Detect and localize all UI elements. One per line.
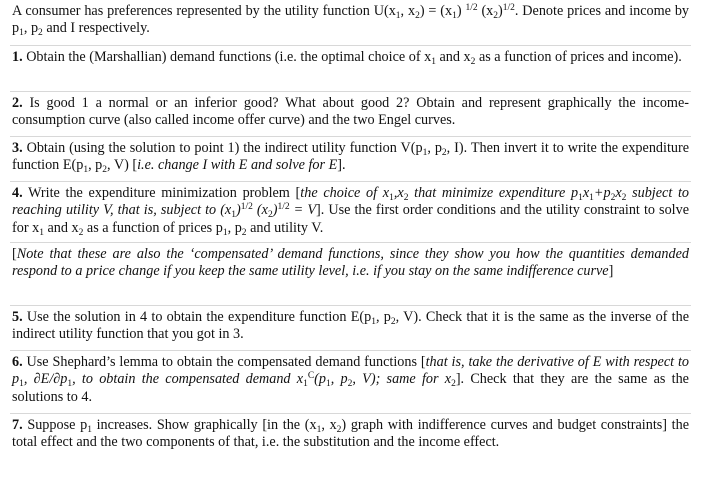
question-number: 6. <box>12 354 23 370</box>
intro-text: , p <box>23 20 39 37</box>
question-text: , p <box>375 309 391 325</box>
question-number: 1. <box>12 49 23 65</box>
question-text: , V) [ <box>107 157 138 174</box>
subscript: 1 <box>303 379 308 390</box>
divider <box>10 305 691 306</box>
bracket: ] <box>608 263 614 280</box>
question-number: 2. <box>12 95 23 111</box>
question-text: ]. <box>337 157 346 174</box>
subscript: 2 <box>451 379 456 390</box>
question-text: , x <box>321 417 337 433</box>
question-text: ]. Use the first order conditions and the utility constraint to solve for x <box>12 202 689 236</box>
question-text: Suppose p <box>22 417 88 433</box>
question-hint: x <box>582 185 590 201</box>
question-7 <box>12 417 689 452</box>
subscript: 1 <box>87 425 92 435</box>
intro-text: A consumer has preferences represented by the utility function U(x <box>12 3 396 19</box>
question-6 <box>12 354 689 406</box>
divider <box>10 181 691 182</box>
question-text: , I). Then invert it to write the expenditure function E(p <box>12 140 690 174</box>
intro-text: ) <box>498 3 503 19</box>
question-number: 3. <box>12 140 23 156</box>
superscript: C <box>307 371 315 382</box>
intro-paragraph <box>12 3 689 38</box>
question-hint: that is, take the derivative of E with respect to p <box>12 354 689 388</box>
intro-text: and I respectively. <box>42 20 150 37</box>
superscript: 1/2 <box>240 202 253 213</box>
subscript: 2 <box>390 317 396 327</box>
subscript: 2 <box>38 28 43 39</box>
subscript: 1 <box>371 317 376 327</box>
question-text: increases. Show graphically [in the (x <box>91 417 317 433</box>
divider <box>10 45 691 46</box>
question-4 <box>12 185 689 237</box>
question-hint: , to obtain the compensated demand x <box>72 371 304 388</box>
subscript: 2 <box>415 11 420 21</box>
question-hint: (p <box>314 371 326 388</box>
question-hint: (x <box>252 202 268 219</box>
question-hint: , p <box>330 371 348 388</box>
question-text: Obtain (using the solution to point 1) the indirect utility function V(p <box>22 140 423 156</box>
subscript: 2 <box>241 227 247 238</box>
bracket: [ <box>12 246 17 262</box>
question-text: , p <box>427 140 442 156</box>
intro-text: ) = (x <box>419 3 453 19</box>
subscript: 1 <box>67 379 73 390</box>
question-text: , p <box>227 219 242 236</box>
subscript: 1 <box>395 11 401 21</box>
question-hint: ) <box>235 202 241 219</box>
divider <box>10 413 691 414</box>
question-3 <box>12 140 689 175</box>
question-hint: , ∂E/∂p <box>23 371 68 388</box>
subscript: 1 <box>222 227 228 238</box>
subscript: 2 <box>336 425 342 435</box>
subscript: 1 <box>431 57 436 67</box>
subscript: 1 <box>19 379 24 390</box>
question-hint: = V <box>289 202 316 219</box>
question-text: and x <box>435 49 471 65</box>
question-1 <box>12 49 689 66</box>
question-hint: +p <box>593 185 611 201</box>
question-text: ]. Check that they are the same as the solutions to 4. <box>12 371 689 405</box>
subscript: 2 <box>470 57 476 67</box>
question-hint: subject to reaching utility V, that is, subject to (x <box>12 185 689 219</box>
subscript: 2 <box>403 193 409 203</box>
subscript: 1 <box>19 28 24 39</box>
question-number: 7. <box>12 417 23 433</box>
question-2 <box>12 95 689 130</box>
superscript: 1/2 <box>465 3 478 13</box>
question-number: 4. <box>12 185 23 201</box>
question-hint: , V); same for x <box>352 371 452 388</box>
question-text: as a function of prices p <box>83 219 223 236</box>
question-hint: the choice of x <box>300 185 390 201</box>
question-text: and x <box>43 219 79 236</box>
intro-text: , x <box>400 3 416 19</box>
question-text: Write the expenditure minimization problem [ <box>22 185 301 201</box>
divider <box>10 242 691 243</box>
subscript: 1 <box>326 379 331 390</box>
question-text: Use Shephard’s lemma to obtain the compensated demand functions [ <box>22 354 426 370</box>
question-hint: i.e. change I with E and solve for E <box>137 157 338 174</box>
question-text: Use the solution in 4 to obtain the expenditure function E(p <box>22 309 372 325</box>
superscript: 1/2 <box>277 202 290 213</box>
subscript: 2 <box>347 379 353 390</box>
subscript: 2 <box>78 227 84 238</box>
question-text: , p <box>88 157 103 174</box>
subscript: 2 <box>267 210 273 221</box>
subscript: 1 <box>578 193 583 203</box>
subscript: 2 <box>610 193 616 203</box>
question-number: 5. <box>12 309 23 325</box>
intro-text: . Denote prices and income by p <box>12 3 690 37</box>
subscript: 1 <box>422 148 428 158</box>
subscript: 1 <box>231 210 236 221</box>
divider <box>10 91 691 92</box>
question-text: Obtain the (Marshallian) demand functions (i.e. the optimal choice of x <box>22 49 432 65</box>
subscript: 1 <box>316 425 322 435</box>
question-hint: ,x <box>393 185 404 201</box>
question-text: and utility V. <box>246 219 324 236</box>
question-hint: ) <box>272 202 278 219</box>
question-text: as a function of prices and income). <box>475 49 682 65</box>
note-paragraph <box>12 246 689 281</box>
subscript: 1 <box>39 227 44 238</box>
subscript: 1 <box>589 193 594 203</box>
question-text: ) graph with indifference curves and budget constraints] the total effect and the two components of that, i.e. the substitution and the income effect. <box>12 417 690 451</box>
question-hint: that minimize expenditure p <box>408 185 579 201</box>
subscript: 1 <box>83 165 89 176</box>
intro-text: (x <box>477 3 494 19</box>
question-text: , V). Check that it is the same as the inverse of the indirect utility function that you got in 3. <box>12 309 689 343</box>
intro-text: ) <box>456 3 466 19</box>
subscript: 2 <box>621 193 627 203</box>
subscript: 1 <box>452 11 457 21</box>
subscript: 2 <box>102 165 107 176</box>
note-text: Note that these are also the ‘compensated’ demand functions, since they show you how the quantities demanded respond to a price change if you keep the same utility level, i.e. if you stay on the same indifference curve <box>12 246 689 280</box>
question-hint: x <box>615 185 622 201</box>
superscript: 1/2 <box>502 3 515 13</box>
question-5 <box>12 309 689 344</box>
divider <box>10 350 691 351</box>
divider <box>10 136 691 137</box>
question-text: Is good 1 a normal or an inferior good? What about good 2? Obtain and represent graphically the income-consumption curve (also called income offer curve) and the two Engel curves. <box>12 95 689 129</box>
subscript: 2 <box>441 148 447 158</box>
subscript: 1 <box>389 193 394 203</box>
subscript: 2 <box>493 11 499 21</box>
